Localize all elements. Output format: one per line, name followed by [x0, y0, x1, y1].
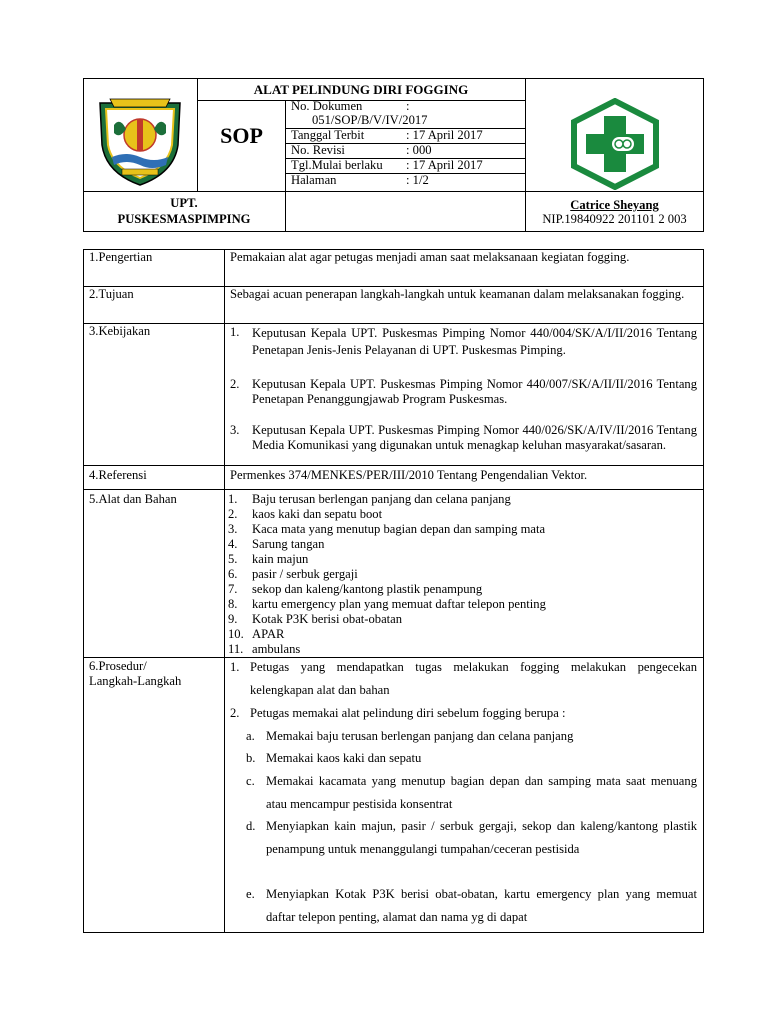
- sub-step: Memakai baju terusan berlengan panjang dan celana panjang: [266, 729, 574, 743]
- signer-name: Catrice Sheyang: [570, 198, 659, 212]
- doc-label-issued: Tanggal Terbit: [291, 128, 365, 142]
- sub-step: Memakai kacamata yang menutup bagian depan dan samping mata saat menuang atau mencampur pestisida konsentrat: [266, 774, 697, 811]
- list-item: sekop dan kaleng/kantong plastik penampung: [252, 582, 483, 596]
- section-text-referensi: Permenkes 374/MENKES/PER/III/2010 Tentang Pengendalian Vektor.: [230, 468, 588, 482]
- sub-step-letter: e.: [246, 887, 255, 901]
- list-item-num: 7.: [228, 582, 238, 596]
- doc-value-issued: : 17 April 2017: [406, 128, 483, 142]
- list-item: Baju terusan berlengan panjang dan celana panjang: [252, 492, 511, 506]
- section-text-pengertian: Pemakaian alat agar petugas menjadi aman saat melaksanaan kegiatan fogging.: [230, 250, 630, 264]
- section-label-alat: 5.Alat dan Bahan: [89, 492, 177, 506]
- regional-emblem-icon: [96, 95, 184, 187]
- sop-label: SOP: [220, 123, 263, 148]
- section-label-pengertian: 1.Pengertian: [89, 250, 153, 264]
- list-item: kaos kaki dan sepatu boot: [252, 507, 383, 521]
- unit-name-line2: PUSKESMASPIMPING: [117, 212, 251, 226]
- doc-label-number: No. Dokumen: [291, 99, 363, 113]
- puskesmas-cross-icon: [568, 98, 662, 190]
- sub-step-letter: c.: [246, 774, 255, 788]
- list-item-num: 4.: [228, 537, 238, 551]
- kebijakan-text-1: Keputusan Kepala UPT. Puskesmas Pimping Nomor 440/004/SK/A/I/II/2016 Tentang Penetapan Jenis-Jenis Pelayanan di UPT. Puskesmas Pimping.: [252, 326, 697, 357]
- signer-nip: NIP.19840922 201101 2 003: [542, 212, 687, 226]
- doc-label-revision: No. Revisi: [291, 143, 345, 157]
- list-item-num: 9.: [228, 612, 238, 626]
- kebijakan-num-2: 2.: [230, 377, 240, 391]
- kebijakan-num-3: 3.: [230, 423, 240, 437]
- sub-step-letter: d.: [246, 819, 256, 833]
- sub-step-letter: a.: [246, 729, 255, 743]
- kebijakan-num-1: 1.: [230, 325, 240, 339]
- list-item: ambulans: [252, 642, 301, 656]
- section-label-prosedur-2: Langkah-Langkah: [89, 674, 182, 688]
- section-text-tujuan: Sebagai acuan penerapan langkah-langkah untuk keamanan dalam melaksanakan fogging.: [230, 287, 685, 301]
- unit-name-line1: UPT.: [170, 196, 198, 210]
- doc-label-effective: Tgl.Mulai berlaku: [291, 158, 383, 172]
- list-item: Kotak P3K berisi obat-obatan: [252, 612, 403, 626]
- section-label-tujuan: 2.Tujuan: [89, 287, 134, 301]
- section-label-kebijakan: 3.Kebijakan: [89, 324, 151, 338]
- list-item: Kaca mata yang menutup bagian depan dan samping mata: [252, 522, 546, 536]
- list-item-num: 11.: [228, 642, 244, 656]
- list-item: APAR: [252, 627, 285, 641]
- doc-value-number-colon: :: [406, 99, 410, 113]
- doc-value-revision: : 000: [406, 143, 432, 157]
- sub-step-letter: b.: [246, 751, 256, 765]
- prosedur-step-num-1: 1.: [230, 660, 240, 674]
- sub-step: Memakai kaos kaki dan sepatu: [266, 751, 422, 765]
- list-item: kartu emergency plan yang memuat daftar telepon penting: [252, 597, 546, 611]
- section-label-prosedur: 6.Prosedur/: [89, 659, 147, 673]
- list-item-num: 8.: [228, 597, 238, 611]
- list-item-num: 1.: [228, 492, 238, 506]
- sub-step: Menyiapkan kain majun, pasir / serbuk gergaji, sekop dan kaleng/kantong plastik penampung untuk menanggulangi tumpahan/ceceran pestisida: [266, 819, 697, 856]
- prosedur-step-num-2: 2.: [230, 706, 240, 720]
- kebijakan-text-3: Keputusan Kepala UPT. Puskesmas Pimping Nomor 440/026/SK/A/IV/II/2016 Tentang Media Komunikasi yang digunakan untuk menagkap keluhan masyarakat/sasaran.: [252, 423, 697, 452]
- document-title: ALAT PELINDUNG DIRI FOGGING: [253, 82, 469, 97]
- doc-value-effective: : 17 April 2017: [406, 158, 483, 172]
- doc-value-page: : 1/2: [406, 173, 429, 187]
- list-item-num: 5.: [228, 552, 238, 566]
- list-item-num: 3.: [228, 522, 238, 536]
- list-item: kain majun: [252, 552, 309, 566]
- list-item-num: 10.: [228, 627, 244, 641]
- list-item: pasir / serbuk gergaji: [252, 567, 358, 581]
- kebijakan-text-2: Keputusan Kepala UPT. Puskesmas Pimping Nomor 440/007/SK/A/II/II/2016 Tentang Penetapan Penanggungjawab Program Puskesmas.: [252, 377, 697, 406]
- doc-value-number: 051/SOP/B/V/IV/2017: [312, 113, 428, 127]
- prosedur-step-2: Petugas memakai alat pelindung diri sebelum fogging berupa :: [250, 706, 566, 720]
- prosedur-step-1: Petugas yang mendapatkan tugas melakukan fogging melakukan pengecekan kelengkapan alat dan bahan: [250, 660, 697, 697]
- list-item-num: 2.: [228, 507, 238, 521]
- sub-step: Menyiapkan Kotak P3K berisi obat-obatan, kartu emergency plan yang memuat daftar telepon penting, alamat dan nama yg di dapat: [266, 887, 697, 924]
- list-item: Sarung tangan: [252, 537, 325, 551]
- list-item-num: 6.: [228, 567, 238, 581]
- doc-label-page: Halaman: [291, 173, 337, 187]
- section-label-referensi: 4.Referensi: [89, 468, 147, 482]
